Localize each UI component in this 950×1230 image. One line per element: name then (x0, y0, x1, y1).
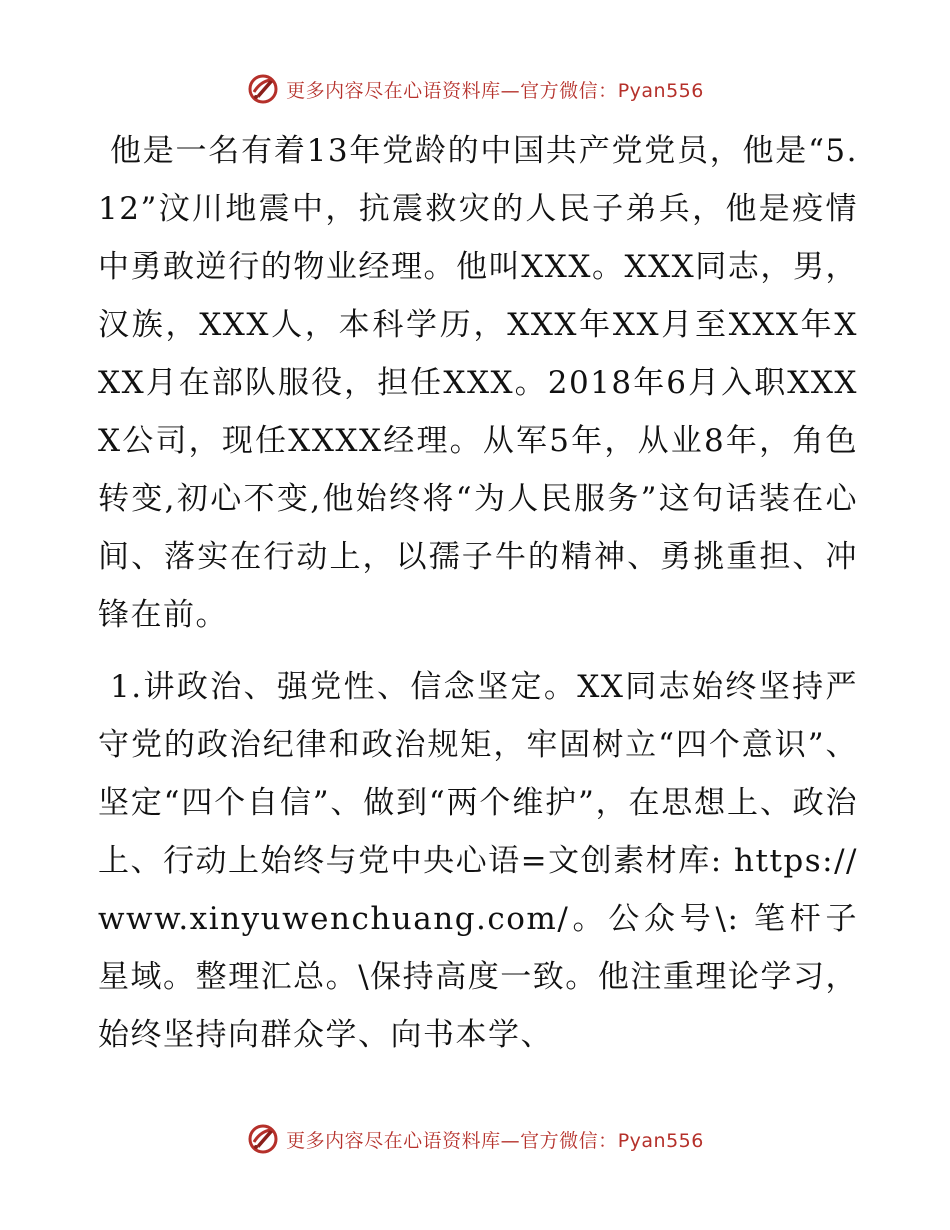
pen-swirl-logo-icon (246, 72, 280, 106)
header-wechat-label: 官方微信： (520, 79, 618, 102)
footer-wechat-id: Pyan556 (617, 1129, 704, 1152)
footer-banner-separator: — (500, 1129, 521, 1152)
header-banner (0, 72, 950, 106)
paragraph-section-1: 1.讲政治、强党性、信念坚定。XX同志始终坚持严守党的政治纪律和政治规矩，牢固树立“四个意识”、坚定“四个自信”、做到“两个维护”，在思想上、政治上、行动上始终与党中央心语=文创素材库: https://www.xinyuwenchuang.com/。公众号\: 笔杆子星域。整理汇总。\保持高度一致。他注重理论学习，始终坚持向群众学、向书本学、 (98, 669, 858, 1053)
footer-banner-title: 更多内容尽在心语资料库 (286, 1129, 501, 1152)
header-banner-text (286, 76, 704, 103)
footer-wechat-label: 官方微信： (520, 1129, 618, 1152)
document-body (98, 122, 858, 1064)
footer-banner (0, 1122, 950, 1156)
footer-banner-text (286, 1126, 704, 1153)
pen-swirl-logo-icon (246, 1122, 280, 1156)
header-banner-separator: — (500, 79, 521, 102)
header-banner-title: 更多内容尽在心语资料库 (286, 79, 501, 102)
header-wechat-id: Pyan556 (617, 79, 704, 102)
paragraph-intro: 他是一名有着13年党龄的中国共产党党员，他是“5.12”汶川地震中，抗震救灾的人民子弟兵，他是疫情中勇敢逆行的物业经理。他叫XXX。XXX同志，男，汉族，XXX人，本科学历，XXX年XX月至XXX年XXX月在部队服役，担任XXX。2018年6月入职XXXX公司，现任XXXX经理。从军5年，从业8年，角色转变,初心不变,他始终将“为人民服务”这句话装在心间、落实在行动上，以孺子牛的精神、勇挑重担、冲锋在前。 (98, 133, 858, 633)
